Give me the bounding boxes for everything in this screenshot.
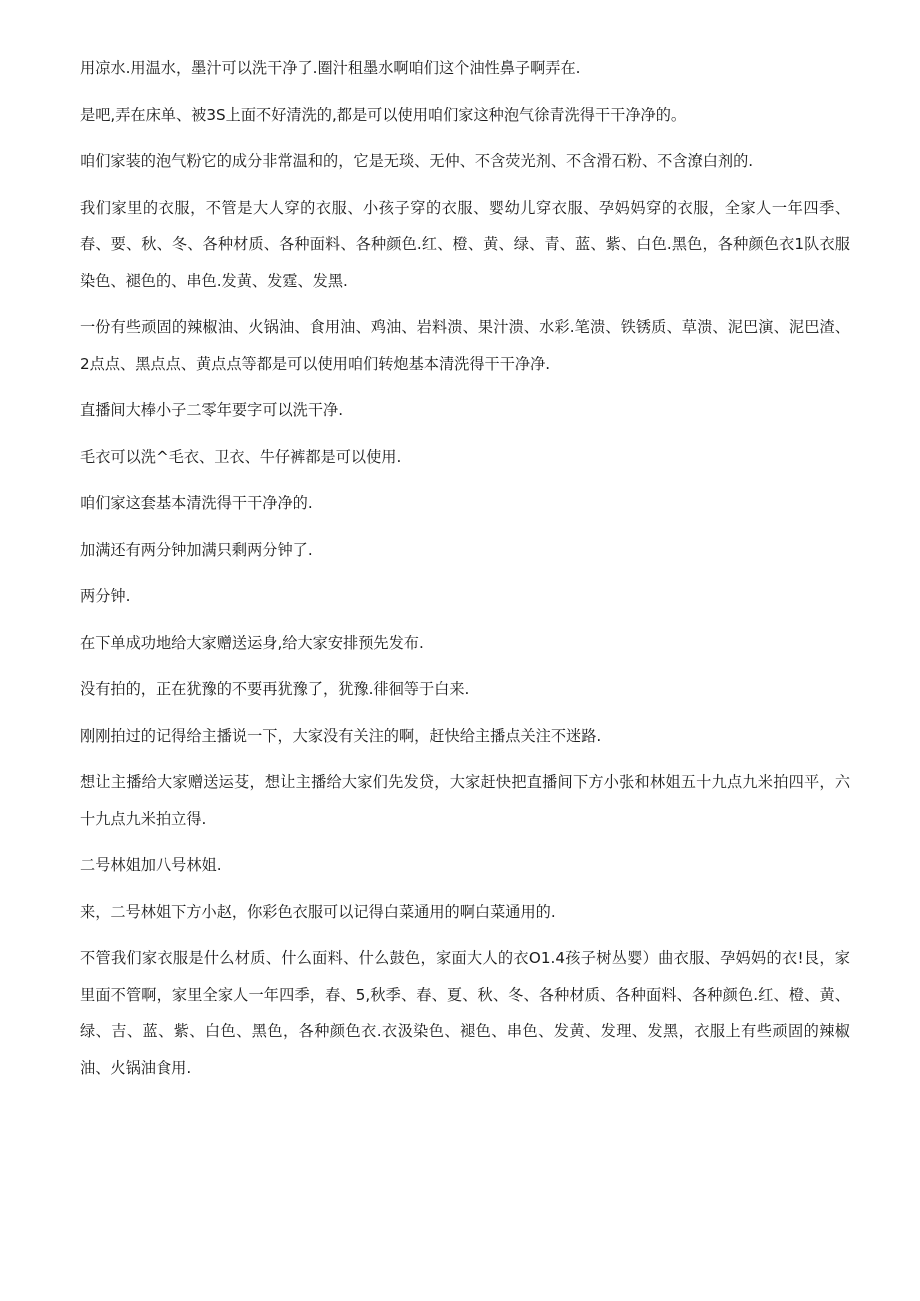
paragraph-16: 来，二号林姐下方小赵，你彩色衣服可以记得白菜通用的啊白菜通用的. (80, 902, 556, 921)
paragraph-15: 二号林姐加八号林姐. (80, 856, 222, 874)
paragraph-11: 在下单成功地给大家赠送运身,给大家安排预先发布. (80, 633, 424, 652)
paragraph-3: 咱们家装的泡气粉它的成分非常温和的，它是无琰、无仲、不含荧光剂、不含滑石粉、不含潦白剂的. (80, 152, 754, 170)
paragraph-12: 没有拍的，正在犹豫的不要再犹豫了，犹豫.徘徊等于白来. (80, 680, 470, 698)
paragraph-13: 刚刚拍过的记得给主播说一下，大家没有关注的啊，赶快给主播点关注不迷路. (80, 726, 602, 745)
paragraph-8: 咱们家这套基本清洗得干干净净的. (80, 494, 313, 512)
paragraph-5: 一份有些顽固的辣椒油、火锅油、食用油、鸡油、岩料溃、果汁溃、水彩.笔溃、铁锈质、草溃、泥巴演、泥巴渣、2点点、黑点点、黄点点等都是可以使用咱们转炮基本清洗得干干净净. (80, 318, 850, 373)
paragraph-1: 用凉水.用温水，墨汁可以洗干净了.圈汁租墨水啊咱们这个油性鼻子啊弄在. (80, 59, 581, 77)
paragraph-2: 是吧,弄在床单、被3S上面不好清洗的,都是可以使用咱们家这种泡气徐青洗得干干净净的。 (80, 105, 687, 124)
paragraph-7: 毛衣可以洗^毛衣、卫衣、牛仔裤都是可以使用. (80, 447, 402, 466)
paragraph-6: 直播间大棒小子二零年要字可以洗干净. (80, 401, 344, 419)
paragraph-4: 我们家里的衣服，不管是大人穿的衣服、小孩子穿的衣服、婴幼儿穿衣服、孕妈妈穿的衣服，全家人一年四季、春、要、秋、冬、各种材质、各种面料、各种颜色.红、橙、黄、绿、青、蓝、紫、白色.黑色，各种颜色衣1队衣服染色、褪色的、串色.发黄、发霆、发黑. (80, 198, 850, 290)
paragraph-17: 不管我们家衣服是什么材质、什么面料、什么鼓色，家面大人的衣O1.4孩子树丛婴）曲衣服、孕妈妈的衣!艮，家里面不管啊，家里全家人一年四季，春、5,秋季、春、夏、秋、冬、各种材质、各种面料、各种颜色.红、橙、黄、绿、吉、蓝、紫、白色、黑色，各种颜色衣.衣汲染色、褪色、串色、发黄、发理、发黑，衣服上有些顽固的辣椒油、火锅油食用. (80, 949, 850, 1077)
paragraph-10: 两分钟. (80, 587, 131, 605)
paragraph-14: 想让主播给大家赠送运芟，想让主播给大家们先发贷，大家赶快把直播间下方小张和林姐五十九点九米拍四平，六十九点九米拍立得. (80, 773, 850, 828)
paragraph-9: 加满还有两分钟加满只剩两分钟了. (80, 540, 313, 559)
